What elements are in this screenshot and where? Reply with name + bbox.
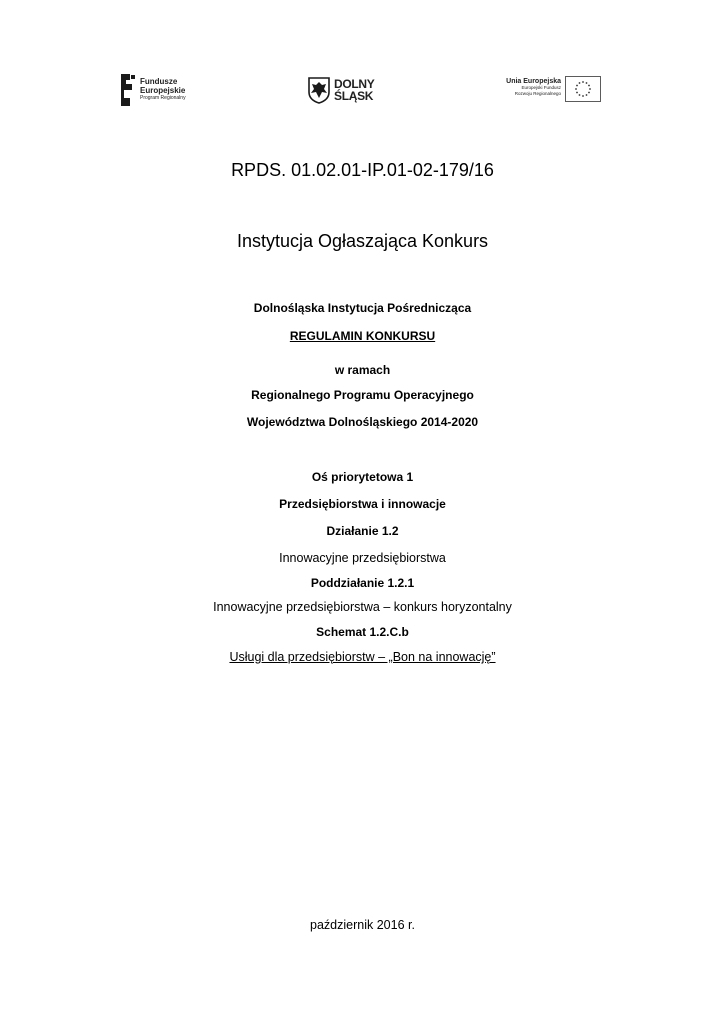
eagle-coat-of-arms-icon: [307, 76, 331, 104]
axis-name: Przedsiębiorstwa i innowacje: [279, 497, 446, 511]
unia-line3: Rozwoju Regionalnego: [514, 90, 561, 96]
institution-name: Dolnośląska Instytucja Pośrednicząca: [253, 301, 472, 315]
fundusze-line3: Program Regionalny: [140, 95, 186, 101]
regulation-title: REGULAMIN KONKURSU: [289, 329, 436, 343]
scheme-name: Usługi dla przedsiębiorstw – „Bon na innowację”: [229, 650, 496, 664]
logo-bar: [0, 68, 725, 112]
framework-intro: w ramach: [334, 363, 391, 377]
program-name: Regionalnego Programu Operacyjnego: [251, 388, 474, 402]
scheme-label: Schemat 1.2.C.b: [316, 625, 409, 639]
scheme-name-wrap: [0, 650, 725, 664]
dolny-slask-line1: DOLNY: [334, 77, 375, 91]
fundusze-line1: Fundusze: [140, 77, 178, 86]
measure-name: Innowacyjne przedsiębiorstwa: [279, 551, 446, 565]
institution-heading: Instytucja Ogłaszająca Konkurs: [236, 231, 489, 251]
submeasure-name: Innowacyjne przedsiębiorstwa – konkurs horyzontalny: [213, 600, 512, 614]
reference-number: RPDS. 01.02.01-IP.01-02-179/16: [231, 160, 494, 180]
submeasure-label: Poddziałanie 1.2.1: [310, 576, 415, 590]
fundusze-line2: Europejskie: [140, 85, 186, 95]
unia-line1: Unia Europejska: [506, 78, 561, 85]
document-date: październik 2016 r.: [310, 918, 415, 932]
unia-line2: Europejski Fundusz: [521, 85, 561, 90]
measure-label: Działanie 1.2: [326, 524, 399, 538]
fundusze-europejskie-logo: [118, 72, 208, 108]
unia-europejska-logo: [497, 76, 603, 106]
dolny-slask-logo: [307, 76, 387, 106]
dolny-slask-line2: ŚLĄSK: [334, 89, 374, 103]
program-region: Województwa Dolnośląskiego 2014-2020: [246, 415, 479, 429]
fundusze-europejskie-icon: [118, 72, 138, 108]
axis-label: Oś priorytetowa 1: [311, 470, 414, 484]
eu-flag-icon: [565, 76, 601, 102]
regulation-title-wrap: [0, 329, 725, 343]
